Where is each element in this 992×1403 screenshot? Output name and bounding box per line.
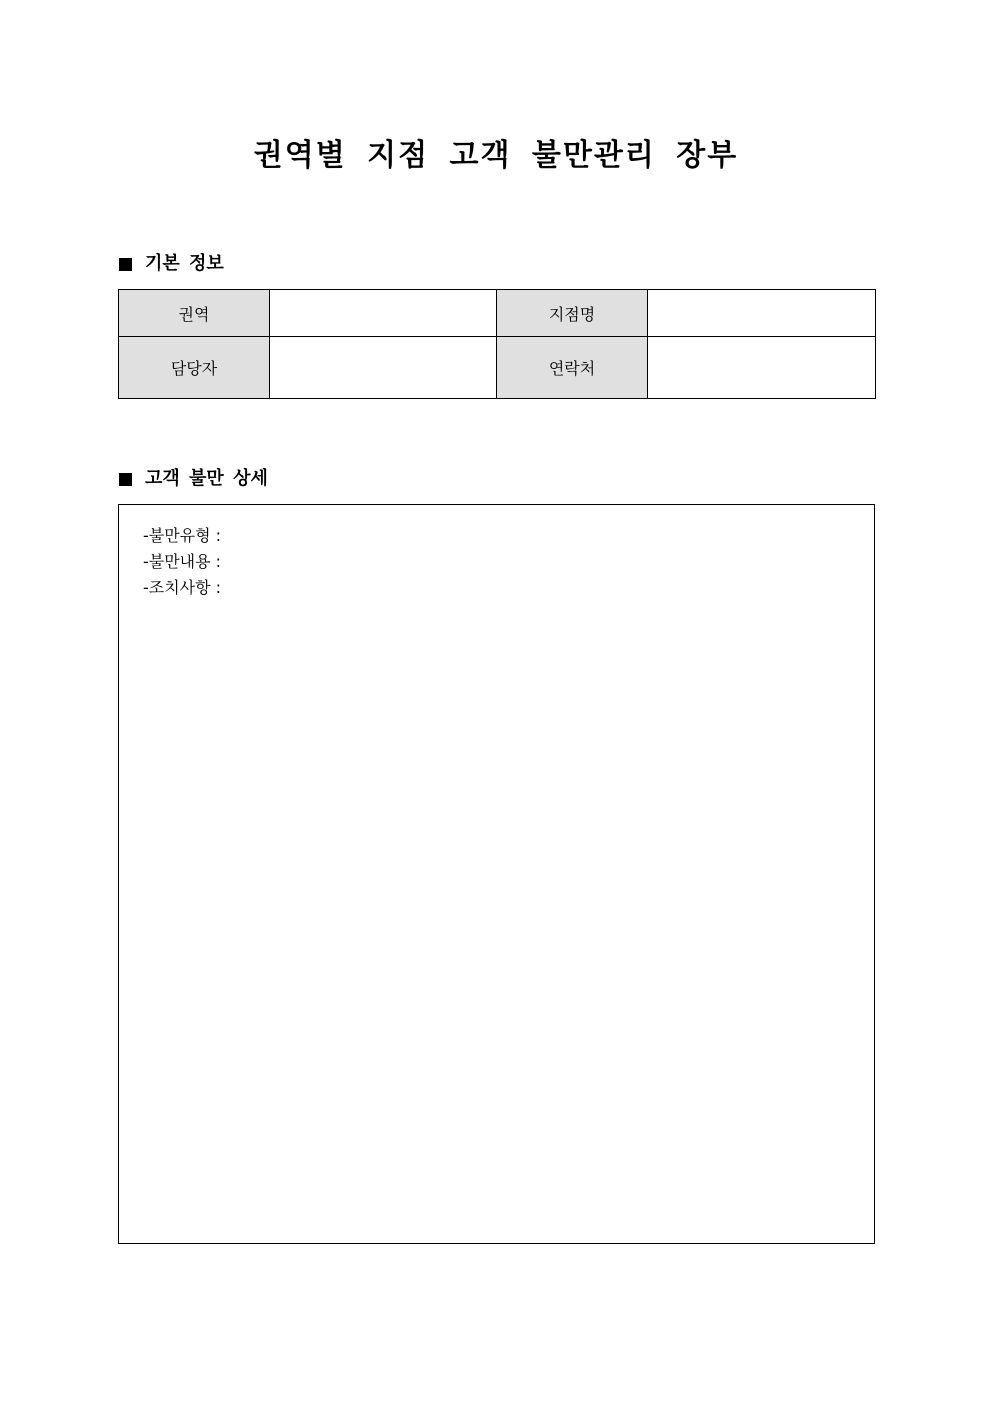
basic-info-table <box>118 289 876 399</box>
complaint-detail-box[interactable] <box>118 504 875 1244</box>
complaint-detail-lines <box>143 523 221 601</box>
label-branch-name: 지점명 <box>497 290 648 337</box>
label-contact: 연락처 <box>497 337 648 399</box>
branch-name-field[interactable] <box>648 290 876 337</box>
contact-field[interactable] <box>648 337 876 399</box>
section-heading-label: 고객 불만 상세 <box>145 468 268 489</box>
section-heading-basic-info <box>119 251 224 277</box>
page-title: 권역별 지점 고객 불만관리 장부 <box>253 138 739 173</box>
manager-field[interactable] <box>270 337 497 399</box>
table-row <box>119 337 876 399</box>
label-region: 권역 <box>119 290 270 337</box>
table-row <box>119 290 876 337</box>
black-square-icon <box>119 473 132 486</box>
black-square-icon <box>119 258 132 271</box>
section-heading-label: 기본 정보 <box>145 253 224 274</box>
region-field[interactable] <box>270 290 497 337</box>
complaint-type-line: -불만유형 : <box>143 526 222 545</box>
section-heading-complaint-detail <box>119 466 268 492</box>
label-manager: 담당자 <box>119 337 270 399</box>
action-taken-line: -조치사항 : <box>143 578 222 597</box>
complaint-content-line: -불만내용 : <box>143 552 222 571</box>
